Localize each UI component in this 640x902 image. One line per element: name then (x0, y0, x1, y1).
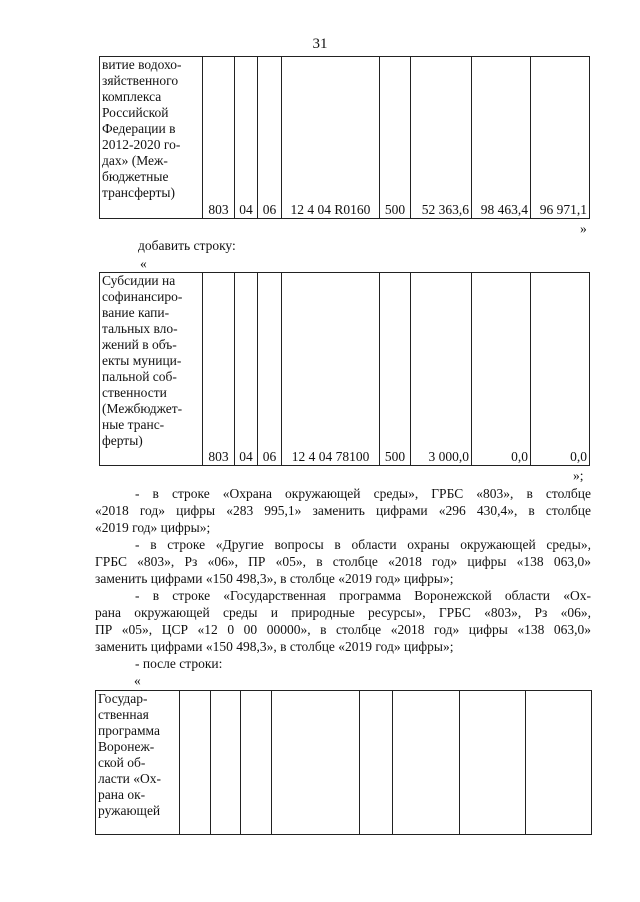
paragraph-2-line: - в строке «Другие вопросы в области охраны окружающей среды», (135, 537, 591, 552)
name-line: Федерации в (102, 121, 176, 136)
paragraph-3-line: заменить цифрами «150 498,3», в столбце «2019 год» цифры»; (95, 639, 454, 654)
budget-table-2 (99, 272, 590, 466)
name-line: екты муници- (102, 353, 182, 368)
pr-cell: 06 (258, 273, 282, 466)
empty-cell (180, 691, 211, 835)
close-quote: » (580, 221, 587, 236)
name-line: ской об- (98, 755, 146, 770)
budget-table-3 (95, 690, 592, 835)
amount-2019-cell: 98 463,4 (472, 57, 531, 219)
rz-cell: 04 (235, 273, 258, 466)
name-line: ферты) (102, 433, 143, 448)
amount-2020-cell: 96 971,1 (531, 57, 590, 219)
budget-table-1 (99, 56, 590, 219)
paragraph-3-line: рана окружающей среды и природные ресурсы», ГРБС «803», Рз «06», (95, 605, 591, 620)
empty-cell (393, 691, 460, 835)
name-line: бюджетные (102, 169, 169, 184)
csr-cell: 12 4 04 R0160 (282, 57, 380, 219)
name-line: ственности (102, 385, 167, 400)
name-line: зяйственного (102, 73, 179, 88)
name-line: ные транс- (102, 417, 165, 432)
empty-cell (211, 691, 241, 835)
name-line: комплекса (102, 89, 162, 104)
name-line: вание капи- (102, 305, 170, 320)
name-line: дах» (Меж- (102, 153, 168, 168)
name-line: рана ок- (98, 787, 146, 802)
paragraph-1-line: - в строке «Охрана окружающей среды», ГРБС «803», в столбце (135, 486, 591, 501)
pr-cell: 06 (258, 57, 282, 219)
empty-cell (272, 691, 360, 835)
page-number: 31 (312, 36, 328, 52)
paragraph-3-line: - в строке «Государственная программа Воронежской области «Ох- (135, 588, 591, 603)
name-line: Воронеж- (98, 739, 155, 754)
add-row-instruction: добавить строку: (138, 238, 236, 253)
paragraph-1-line: «2019 год» цифры»; (95, 520, 211, 535)
vr-cell: 500 (380, 57, 411, 219)
rz-cell: 04 (235, 57, 258, 219)
row-name (100, 57, 203, 219)
row-name (96, 691, 180, 835)
amount-2020-cell: 0,0 (531, 273, 590, 466)
paragraph-2-line: заменить цифрами «150 498,3», в столбце «2019 год» цифры»; (95, 571, 454, 586)
name-line: трансферты) (102, 185, 175, 200)
name-line: ственная (98, 707, 149, 722)
empty-cell (460, 691, 526, 835)
empty-cell (241, 691, 272, 835)
open-quote: « (134, 673, 141, 688)
amount-2018-cell: 3 000,0 (411, 273, 472, 466)
paragraph-2-line: ГРБС «803», Рз «06», ПР «05», в столбце «2018 год» цифры «138 063,0» (95, 554, 591, 569)
empty-cell (526, 691, 592, 835)
name-line: Государ- (98, 691, 148, 706)
amount-2019-cell: 0,0 (472, 273, 531, 466)
paragraph-4-line: - после строки: (135, 656, 223, 671)
vr-cell: 500 (380, 273, 411, 466)
name-line: софинансиро- (102, 289, 183, 304)
grbs-cell: 803 (203, 57, 235, 219)
amount-2018-cell: 52 363,6 (411, 57, 472, 219)
name-line: ружающей (98, 803, 161, 818)
grbs-cell: 803 (203, 273, 235, 466)
name-line: пальной соб- (102, 369, 177, 384)
name-line: программа (98, 723, 160, 738)
name-line: Российской (102, 105, 169, 120)
open-quote: « (140, 256, 147, 271)
paragraph-1-line: «2018 год» цифры «283 995,1» заменить цифрами «296 430,4», в столбце (95, 503, 591, 518)
name-line: жений в объ- (102, 337, 177, 352)
close-quote: »; (573, 468, 584, 483)
name-line: (Межбюджет- (102, 401, 183, 416)
name-line: тальных вло- (102, 321, 178, 336)
empty-cell (360, 691, 393, 835)
name-line: 2012-2020 го- (102, 137, 181, 152)
paragraph-3-line: ПР «05», ЦСР «12 0 00 00000», в столбце «2018 год» цифры «138 063,0» (95, 622, 591, 637)
name-line: витие водохо- (102, 57, 182, 72)
row-name (100, 273, 203, 466)
csr-cell: 12 4 04 78100 (282, 273, 380, 466)
name-line: ласти «Ох- (98, 771, 161, 786)
name-line: Субсидии на (102, 273, 176, 288)
